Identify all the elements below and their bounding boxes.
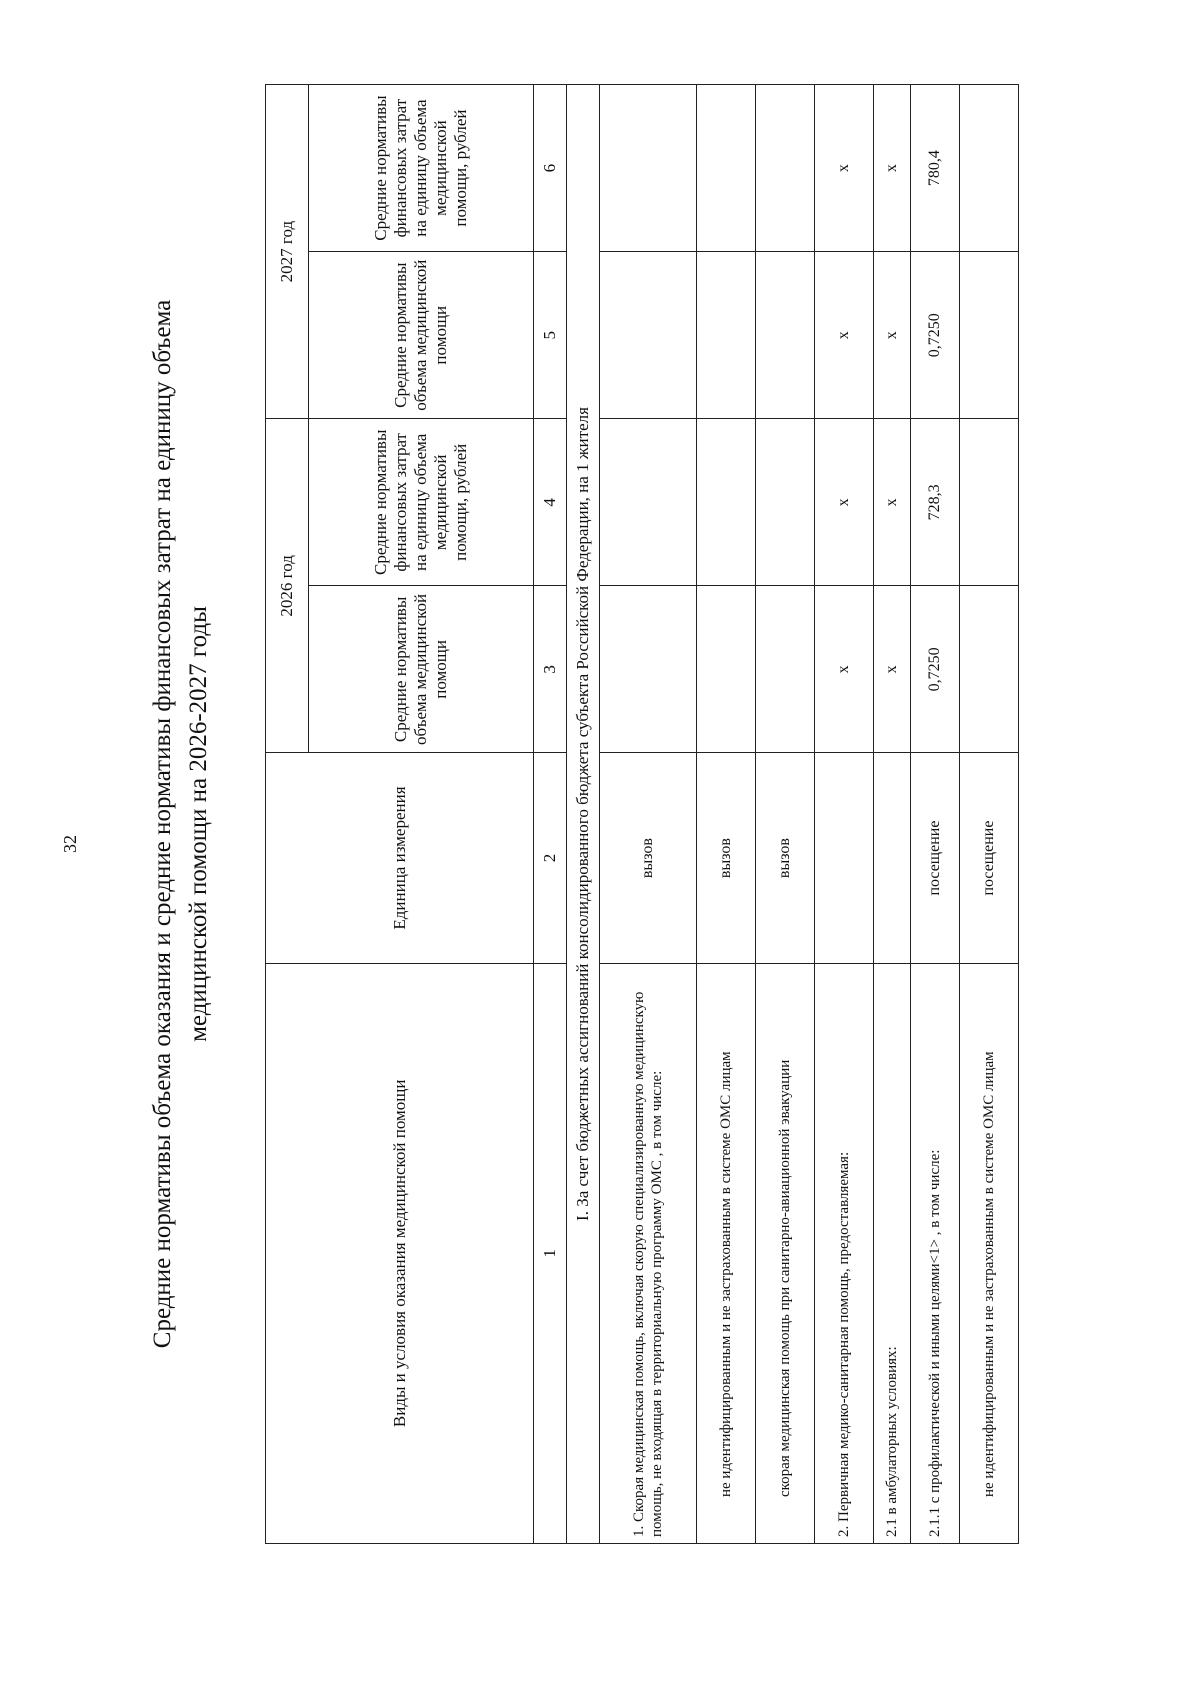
row-cost-2027: x [815,85,874,252]
table-row [600,85,697,1544]
column-number-row [534,85,567,1544]
row-label: не идентифицированным и не застрахованным в системе ОМС лицам [960,963,1019,1543]
row-label: скорая медицинская помощь при санитарно-авиационной эвакуации [756,963,815,1543]
section-title: I. За счет бюджетных ассигнований консолидированного бюджета субъекта Российской Федерации, на 1 жителя [567,85,600,1544]
header-kinds: Виды и условия оказания медицинской помощи [266,963,534,1543]
table-row [756,85,815,1544]
row-volume-2027 [756,252,815,419]
table-row [960,85,1019,1544]
column-number: 2 [534,753,567,963]
row-volume-2027: x [815,252,874,419]
column-number: 4 [534,419,567,586]
row-volume-2026 [756,586,815,753]
row-cost-2026 [960,419,1019,586]
row-volume-2026 [600,586,697,753]
row-cost-2027 [600,85,697,252]
row-volume-2026: x [815,586,874,753]
row-cost-2027 [756,85,815,252]
row-label: 2. Первичная медико-санитарная помощь, предоставляемая: [815,963,874,1543]
row-volume-2026: 0,7250 [911,586,960,753]
row-cost-2027: x [874,85,911,252]
header-cost-2027: Средние нормативы финансовых затрат на единицу объема медицинской помощи, рублей [309,85,534,252]
row-cost-2026: 728,3 [911,419,960,586]
row-unit [815,753,874,963]
column-number: 5 [534,252,567,419]
row-volume-2026: x [874,586,911,753]
row-label: 2.1 в амбулаторных условиях: [874,963,911,1543]
row-volume-2027 [960,252,1019,419]
row-unit: вызов [697,753,756,963]
row-cost-2026: x [815,419,874,586]
table-row [697,85,756,1544]
table-row [911,85,960,1544]
row-volume-2026 [960,586,1019,753]
row-label: 2.1.1 с профилактической и иными целями<1> , в том числе: [911,963,960,1543]
row-unit: вызов [756,753,815,963]
header-year-2026: 2026 год [266,419,309,753]
column-number: 6 [534,85,567,252]
row-label: не идентифицированным и не застрахованным в системе ОМС лицам [697,963,756,1543]
row-cost-2026 [756,419,815,586]
table-row [874,85,911,1544]
row-unit: посещение [960,753,1019,963]
norms-table [265,84,1019,1544]
row-unit: вызов [600,753,697,963]
header-cost-2026: Средние нормативы финансовых затрат на единицу объема медицинской помощи, рублей [309,419,534,586]
row-label: 1. Скорая медицинская помощь, включая скорую специализированную медицинскую помощь, не входящая в территориальную программу ОМС , в том числе: [600,963,697,1543]
section-row [567,85,600,1544]
row-volume-2027 [697,252,756,419]
row-unit [874,753,911,963]
row-unit: посещение [911,753,960,963]
row-volume-2027: x [874,252,911,419]
header-volume-2027: Средние нормативы объема медицинской помощи [309,252,534,419]
row-cost-2026 [697,419,756,586]
column-number: 3 [534,586,567,753]
row-cost-2026: x [874,419,911,586]
title-line-2: медицинской помощи на 2026-2027 годы [185,606,212,1042]
column-number: 1 [534,963,567,1543]
row-volume-2027 [600,252,697,419]
table-header-row [266,85,309,1544]
row-cost-2027 [960,85,1019,252]
header-volume-2026: Средние нормативы объема медицинской помощи [309,586,534,753]
table-row [815,85,874,1544]
row-cost-2027 [697,85,756,252]
header-unit: Единица измерения [266,753,534,963]
header-year-2027: 2027 год [266,85,309,419]
title-line-1: Средние нормативы объема оказания и средние нормативы финансовых затрат на единицу объема [149,299,176,1349]
document-title [145,174,217,1474]
row-volume-2027: 0,7250 [911,252,960,419]
page-number: 32 [60,835,80,853]
row-volume-2026 [697,586,756,753]
row-cost-2026 [600,419,697,586]
row-cost-2027: 780,4 [911,85,960,252]
